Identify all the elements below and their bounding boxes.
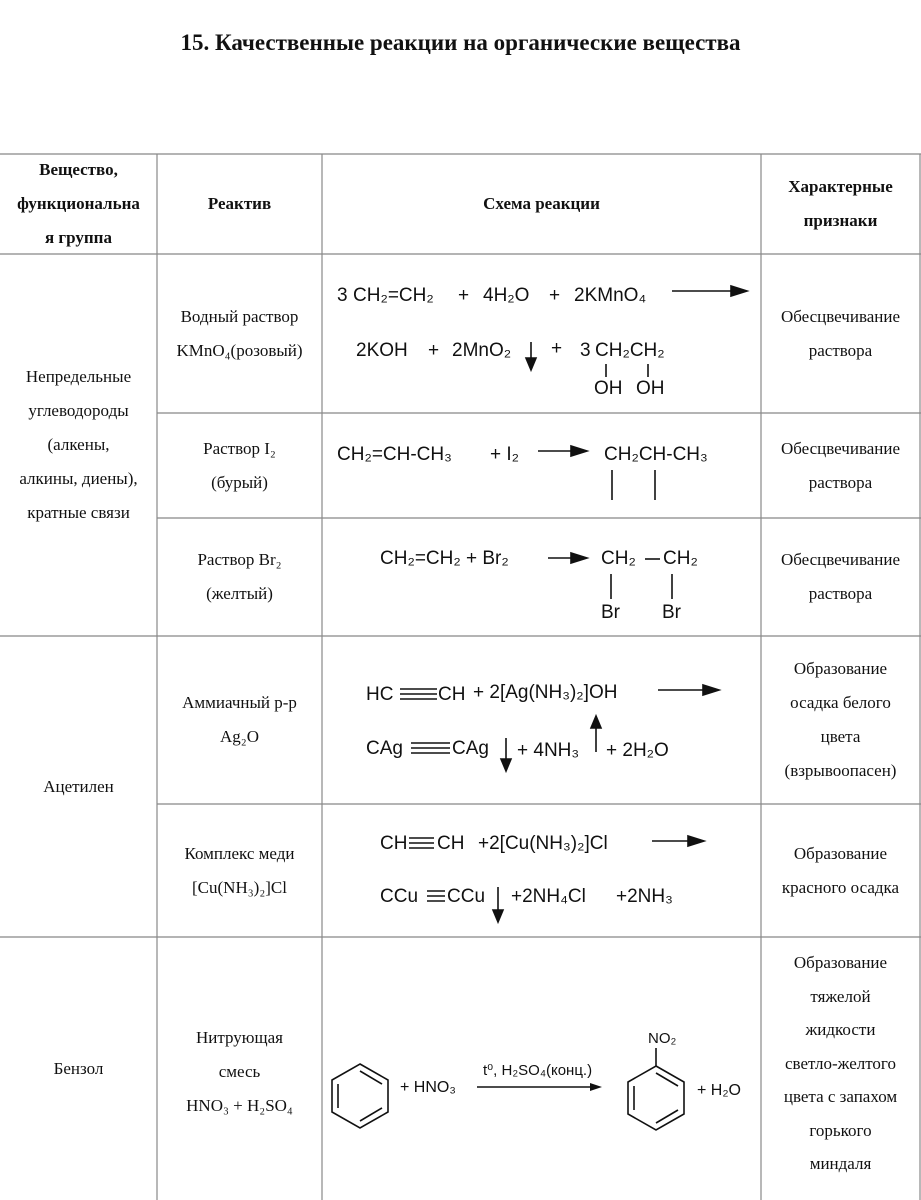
signs-row4: Образование осадка белого цвета (взрывоопасен) bbox=[784, 659, 897, 780]
r3-br2: Br bbox=[662, 602, 681, 623]
r5-ccu2: CCu bbox=[447, 886, 486, 907]
r5-nh3: +2NH₃ bbox=[616, 886, 673, 907]
r3-br1: Br bbox=[601, 602, 620, 623]
r2-product: CH₂CH-CH₃ bbox=[604, 444, 708, 465]
r4-cag2: CAg bbox=[452, 738, 489, 759]
r2-propene: CH₂=CH-CH₃ bbox=[337, 444, 452, 465]
r1-coef3: 3 bbox=[337, 285, 348, 306]
r4-h2o: + 2H₂O bbox=[606, 740, 669, 761]
r4-nh3: + 4NH₃ bbox=[517, 740, 580, 761]
header-signs: Характерные признаки bbox=[788, 177, 893, 230]
signs-row2: Обесцвечивание раствора bbox=[780, 438, 901, 492]
nitrobenzene-double-2 bbox=[656, 1110, 678, 1123]
reagent-copper-complex: Комплекс меди [Cu(NH₃)₂]Cl bbox=[184, 843, 295, 897]
signs-row6: Образование тяжелой жидкости светло-желтого цвета с запахом горького миндаля bbox=[783, 953, 898, 1173]
reagent-nitrating-mix: Нитрующая смесь HNO₃ + H₂SO₄ bbox=[186, 1028, 293, 1115]
r3-prod1: CH₂ bbox=[601, 548, 636, 569]
group-unsaturated: Непредельные углеводороды (алкены, алкины, диены), кратные связи bbox=[19, 367, 138, 522]
r2-plus-i2: + I₂ bbox=[490, 444, 520, 465]
signs-row3: Обесцвечивание раствора bbox=[780, 550, 901, 603]
r4-reagent: + 2[Ag(NH₃)₂]OH bbox=[473, 682, 618, 703]
r1-plus3: + bbox=[428, 340, 440, 361]
header-scheme: Схема реакции bbox=[483, 194, 600, 213]
r1-water: 4H₂O bbox=[483, 285, 530, 306]
r4-cag1: CAg bbox=[366, 738, 403, 759]
signs-row1: Обесцвечивание раствора bbox=[780, 306, 901, 360]
r6-no2: NO₂ bbox=[648, 1030, 677, 1047]
r1-oh1: OH bbox=[594, 378, 623, 399]
r1-koh: 2KOH bbox=[356, 340, 408, 361]
reagent-bromine: Раствор Br₂ (желтый) bbox=[197, 550, 282, 603]
nitrobenzene-double-1 bbox=[656, 1073, 678, 1086]
group-acetylene: Ацетилен bbox=[43, 776, 114, 796]
nitrobenzene-ring-icon bbox=[628, 1066, 684, 1130]
r6-arrow-head bbox=[590, 1083, 602, 1091]
page-title: 15. Качественные реакции на органические вещества bbox=[180, 30, 741, 55]
r1-coef3b: 3 bbox=[580, 340, 591, 361]
benzene-double-2 bbox=[360, 1108, 382, 1121]
r6-h2o: + H₂O bbox=[697, 1082, 741, 1099]
r1-glycol: CH₂CH₂ bbox=[595, 340, 665, 361]
reagent-iodine: Раствор I₂ (бурый) bbox=[203, 438, 276, 492]
benzene-double-1 bbox=[360, 1071, 382, 1084]
header-reagent: Реактив bbox=[207, 194, 272, 213]
r6-hno3: + HNO₃ bbox=[400, 1079, 456, 1096]
r4-hc: HC bbox=[366, 684, 394, 705]
r5-ch2: CH bbox=[437, 833, 465, 854]
r5-ccu1: CCu bbox=[380, 886, 419, 907]
r3-reactants: CH₂=CH₂ + Br₂ bbox=[380, 548, 509, 569]
r1-plus4: + bbox=[551, 338, 563, 359]
signs-row5: Образование красного осадка bbox=[781, 843, 900, 897]
r5-ch1: CH bbox=[380, 833, 408, 854]
group-benzene: Бензол bbox=[53, 1058, 104, 1078]
header-substance: Вещество, функциональна я группа bbox=[17, 160, 140, 247]
r1-plus2: + bbox=[549, 285, 561, 306]
r6-conditions: t⁰, H₂SO₄(конц.) bbox=[483, 1062, 593, 1079]
r1-kmno4: 2KMnO₄ bbox=[574, 285, 647, 306]
r3-prod2: CH₂ bbox=[663, 548, 698, 569]
r1-oh2: OH bbox=[636, 378, 665, 399]
r5-reagent: +2[Cu(NH₃)₂]Cl bbox=[478, 833, 608, 854]
r1-ethene: CH₂=CH₂ bbox=[353, 285, 434, 306]
r4-ch: CH bbox=[438, 684, 466, 705]
reagent-kmno4: Водный раствор KMnO₄(розовый) bbox=[176, 306, 303, 360]
r5-nh4cl: +2NH₄Cl bbox=[511, 886, 586, 907]
reagent-ag2o: Аммиачный р-р Ag₂O bbox=[182, 693, 297, 746]
benzene-ring-icon bbox=[332, 1064, 388, 1128]
r1-plus1: + bbox=[458, 285, 470, 306]
r1-mno2: 2MnO₂ bbox=[452, 340, 512, 361]
